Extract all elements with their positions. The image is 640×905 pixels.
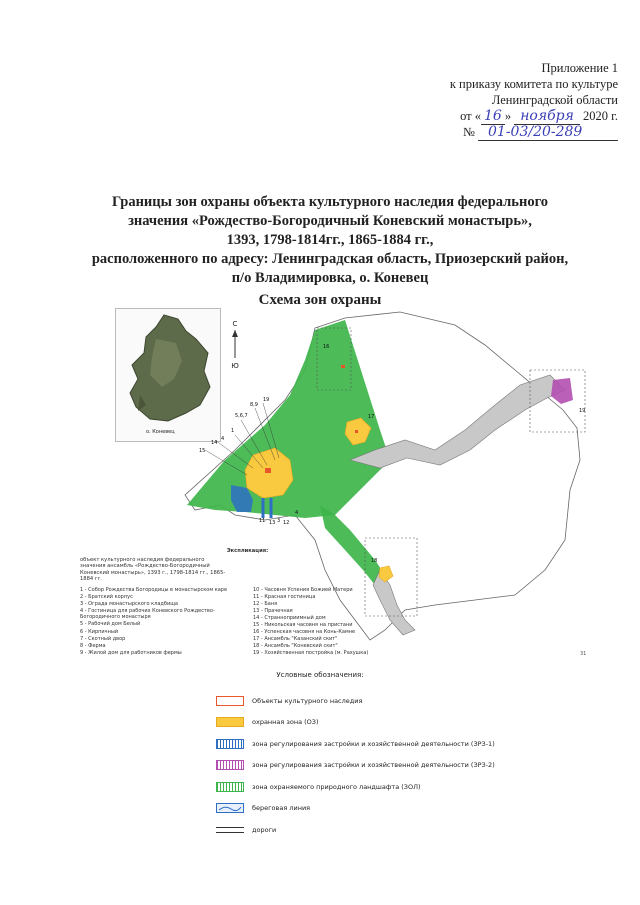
label-14: 14 [211, 440, 218, 446]
legend-item: 15 - Никольская часовня на пристани [253, 621, 353, 628]
label-17: 17 [368, 414, 375, 420]
river-corridor [350, 375, 565, 468]
object-17-marker [355, 430, 358, 433]
object-swatch [216, 696, 244, 706]
legend-item: 19 - Хозяйственная постройка (м. Рахушка) [253, 650, 369, 657]
appendix-line-2: к приказу комитета по культуре [449, 77, 618, 91]
label-16: 16 [323, 344, 330, 350]
label-15: 15 [199, 448, 206, 454]
date-day: 16 [481, 108, 505, 125]
legend-item: 12 - Баня [253, 600, 278, 607]
convention-zol: зона охраняемого природного ландшафта (ЗОЛ) [216, 776, 495, 798]
document-title: Границы зон охраны объекта культурного наследия федерального значения «Рождество-Богородичный Коневский монастырь», 1393, 1798-1814гг., 1865-1884 гг., расположенного по адресу: Ленинградская область, Приозерский район, п/о Владимировка, о. Коневец [91, 194, 569, 286]
explication: Экспликация: объект культурного наследия федерального значения ансамбль «Рождество-Богородичный Коневский монастырь», 1393 г., 1798-1814 гг., 1865-1884 гг. 1 - Собор Рождества Богородицы в монастырском каре 2 - Братский корпус 3 - Ограда монастырского кладбища 4 - Гостиница для рабочих Коневского Рождество-Богородичного монастыря 5 - Рабочий дом Белый 6 - Кирпичный 7 - Скотный двор 8 - Ферма 9 - Жилой дом для работников фермы 10 - Часовня Успения Божией Матери 11 - Красная гостиница 12 - Баня 13 - Прачечная 14 - Странноприимный дом 15 - Никольская часовня на пристани 16 - Успенская часовня на Конь-Камне 17 - Ансамбль "Казанский скит" 18 - Ансамбль "Коневский скит" 19 - Хозяйственная постройка (м. Рахушка) [80, 548, 415, 660]
legend-item: 18 - Ансамбль "Коневский скит" [253, 643, 338, 650]
legend-item: 3 - Ограда монастырского кладбища [80, 600, 178, 607]
zol-swatch [216, 782, 244, 792]
legend-right-column [253, 587, 408, 657]
appendix-header [450, 60, 618, 141]
label-4-bottom: 4 [295, 510, 299, 516]
legend-item: 8 - Ферма [80, 642, 106, 649]
page-mark: 31 [580, 651, 587, 657]
shoreline-icon [217, 804, 243, 812]
label-19-east: 19 [579, 408, 586, 414]
zrz1-swatch [216, 739, 244, 749]
legend-item: 11 - Красная гостиница [253, 593, 316, 600]
scheme-title: Схема зон охраны [258, 292, 382, 308]
convention-oz: охранная зона (ОЗ) [216, 712, 495, 734]
label-4-top: 4 [221, 436, 225, 442]
convention-zrz2: зона регулирования застройки и хозяйственной деятельности (ЗРЗ-2) [216, 755, 495, 777]
legend-left-column [80, 587, 235, 657]
oz-swatch [216, 717, 244, 727]
zrz2-zone [551, 378, 573, 404]
legend-item: 13 - Прачечная [253, 607, 293, 614]
legend-item: 5 - Рабочий дом Белый [80, 621, 141, 628]
legend-item: 6 - Кирпичный [80, 628, 119, 635]
legend-intro: объект культурного наследия федерального значения ансамбль «Рождество-Богородичный Коневский монастырь», 1393 г., 1798-1814 гг., 1865-1884 гг. [80, 556, 226, 582]
label-1: 1 [231, 428, 235, 434]
legend-item: 10 - Часовня Успения Божией Матери [253, 586, 353, 593]
date-month: ноября [514, 108, 580, 125]
legend-item: 7 - Скотный двор [80, 635, 126, 642]
conventions-list [216, 690, 495, 841]
conventions-title: Условные обозначения: [276, 671, 364, 679]
label-12: 12 [283, 520, 290, 526]
label-3: 3 [277, 518, 281, 524]
legend-item: 2 - Братский корпус [80, 593, 133, 600]
label-13: 13 [269, 520, 276, 526]
label-19-west: 19 [263, 397, 270, 403]
convention-object: Объекты культурного наследия [216, 690, 495, 712]
legend-item: 4 - Гостиница для рабочих Коневского Рождество-Богородичного монастыря [80, 607, 215, 621]
appendix-date: от « 16 » ноября 2020 г. [460, 108, 618, 124]
legend-item: 9 - Жилой дом для работников фермы [80, 649, 182, 656]
label-18: 18 [371, 558, 378, 564]
legend-item: 1 - Собор Рождества Богородицы в монастырском каре [80, 586, 228, 593]
legend-item: 17 - Ансамбль "Казанский скит" [253, 636, 338, 643]
north-arrow: С Ю [231, 320, 239, 370]
object-1-marker [265, 468, 271, 473]
zrz2-swatch [216, 760, 244, 770]
legend-item: 14 - Странноприимный дом [253, 614, 326, 621]
shoreline-swatch [216, 803, 244, 813]
label-11: 11 [259, 518, 266, 524]
road-swatch [216, 827, 244, 833]
appendix-number: № 01-03/20-289 [450, 124, 618, 141]
label-8-9: 8,9 [250, 402, 258, 408]
legend-item: 16 - Успенская часовня на Конь-Камне [253, 629, 356, 636]
convention-zrz1: зона регулирования застройки и хозяйственной деятельности (ЗРЗ-1) [216, 733, 495, 755]
object-16-marker [341, 365, 345, 368]
appendix-line-3: Ленинградской области [491, 93, 618, 107]
appendix-line-1: Приложение 1 [541, 61, 618, 75]
number-value: 01-03/20-289 [478, 124, 618, 141]
convention-road: дороги [216, 819, 495, 841]
convention-shore: береговая линия [216, 798, 495, 820]
inset-caption: о. Коневец [146, 429, 175, 435]
label-5-6-7: 5,6,7 [235, 413, 248, 419]
